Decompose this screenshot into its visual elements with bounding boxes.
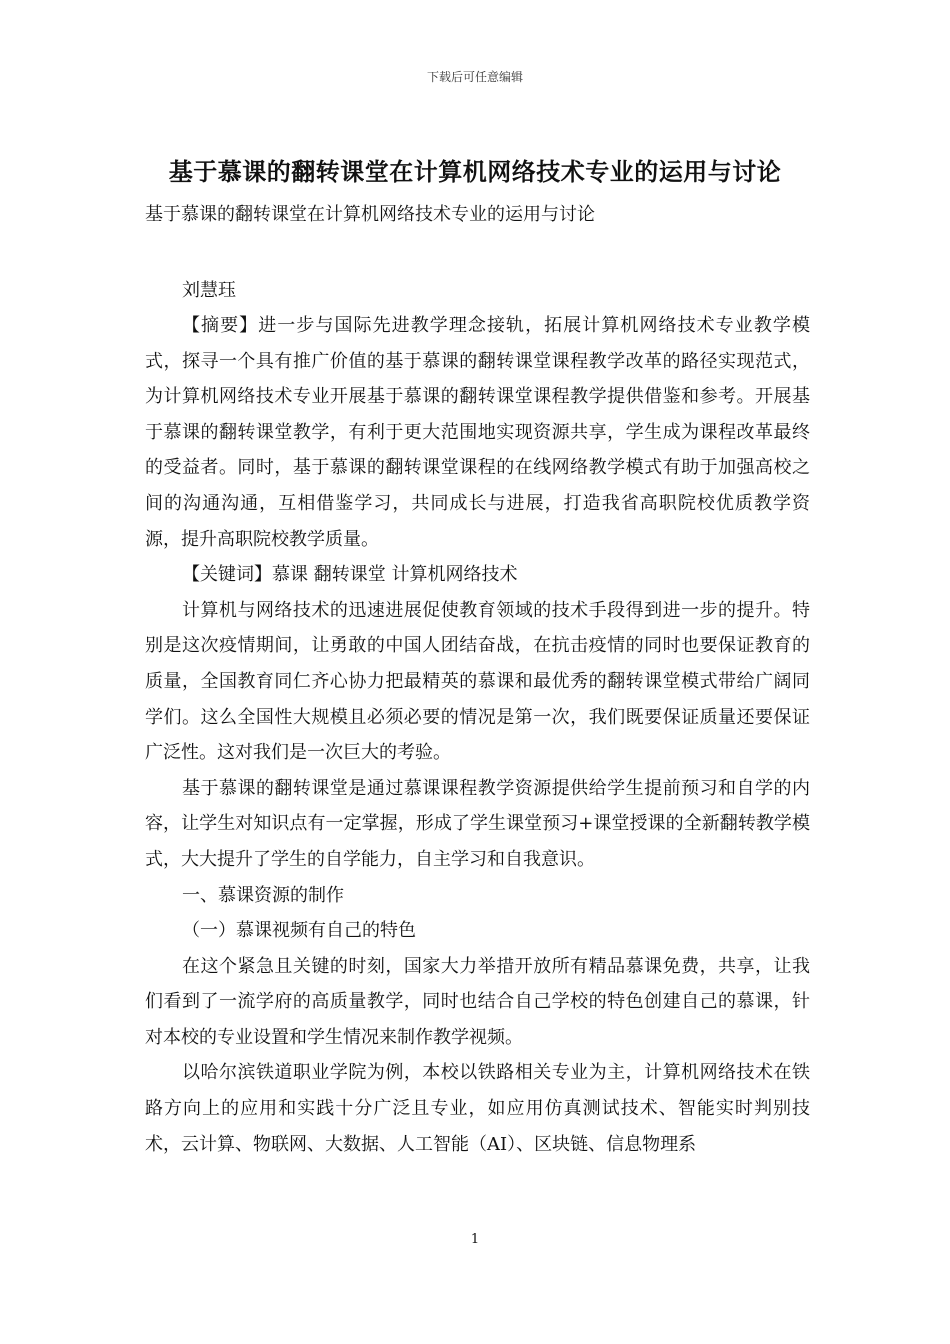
- abstract-paragraph: 【摘要】进一步与国际先进教学理念接轨，拓展计算机网络技术专业教学模式，探寻一个具有推广价值的基于慕课的翻转课堂课程教学改革的路径实现范式，为计算机网络技术专业开展基于慕课的翻转课堂课程教学提供借鉴和参考。开展基于慕课的翻转课堂教学，有利于更大范围地实现资源共享，学生成为课程改革最终的受益者。同时，基于慕课的翻转课堂课程的在线网络教学模式有助于加强高校之间的沟通沟通，互相借鉴学习，共同成长与进展，打造我省高职院校优质教学资源，提升高职院校教学质量。: [145, 315, 810, 550]
- body-paragraph: 在这个紧急且关键的时刻，国家大力举措开放所有精品慕课免费，共享，让我们看到了一流学府的高质量教学，同时也结合自己学校的特色创建自己的慕课，针对本校的专业设置和学生情况来制作教学视频。: [145, 955, 810, 1048]
- document-subtitle: 基于慕课的翻转课堂在计算机网络技术专业的运用与讨论: [145, 204, 595, 225]
- body-text: [145, 308, 810, 1162]
- page-number: 1: [470, 1232, 480, 1247]
- section-heading: 一、慕课资源的制作: [182, 884, 344, 906]
- document-title: 基于慕课的翻转课堂在计算机网络技术专业的运用与讨论: [168, 157, 782, 186]
- keywords-paragraph: 【关键词】慕课 翻转课堂 计算机网络技术: [182, 564, 518, 586]
- body-paragraph: 计算机与网络技术的迅速进展促使教育领域的技术手段得到进一步的提升。特别是这次疫情期间，让勇敢的中国人团结奋战，在抗击疫情的同时也要保证教育的质量，全国教育同仁齐心协力把最精英的慕课和最优秀的翻转课堂模式带给广阔同学们。这么全国性大规模且必须必要的情况是第一次，我们既要保证质量还要保证广泛性。这对我们是一次巨大的考验。: [145, 599, 810, 764]
- header-note: 下载后可任意编辑: [426, 70, 523, 84]
- subsection-heading: （一）慕课视频有自己的特色: [182, 920, 416, 942]
- author-name: 刘慧珏: [182, 280, 236, 301]
- body-paragraph: 以哈尔滨铁道职业学院为例，本校以铁路相关专业为主，计算机网络技术在铁路方向上的应用和实践十分广泛且专业，如应用仿真测试技术、智能实时判别技术，云计算、物联网、大数据、人工智能（AI）、区块链、信息物理系: [145, 1062, 810, 1155]
- body-paragraph: 基于慕课的翻转课堂是通过慕课课程教学资源提供给学生提前预习和自学的内容，让学生对知识点有一定掌握，形成了学生课堂预习+课堂授课的全新翻转教学模式，大大提升了学生的自学能力，自主学习和自我意识。: [145, 777, 810, 870]
